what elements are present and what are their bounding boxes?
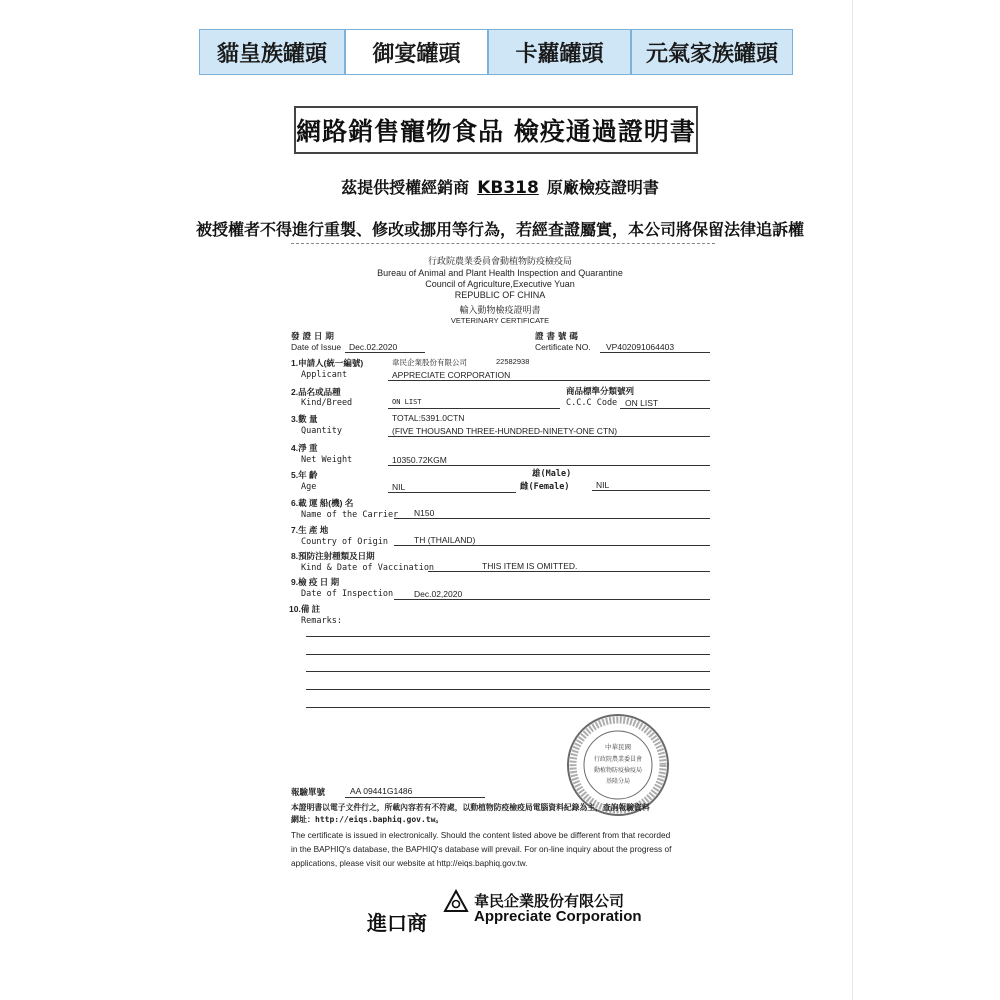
vacc-label-cn: 8.預防注射種類及日期 — [291, 551, 375, 561]
agency-en: Bureau of Animal and Plant Health Inspection and Quarantine — [377, 268, 623, 278]
applicant-line — [388, 380, 710, 381]
council: Council of Agriculture,Executive Yuan — [425, 279, 575, 289]
applicant-tax-id: 22582938 — [496, 357, 530, 366]
carrier-value: N150 — [414, 508, 435, 518]
female-line — [592, 490, 710, 491]
remarks-line-1 — [306, 636, 710, 637]
qty-label-cn: 3.數 量 — [291, 414, 318, 424]
origin-value: TH (THAILAND) — [414, 535, 476, 545]
age-line — [388, 492, 516, 493]
page-title: 網路銷售寵物食品 檢疫通過證明書 — [294, 106, 698, 154]
issue-date-line — [345, 352, 425, 353]
certno-line — [600, 352, 710, 353]
subtitle-suffix: 原廠檢疫證明書 — [546, 178, 659, 197]
applicant-label-en: Applicant — [301, 370, 348, 380]
applicant-en: APPRECIATE CORPORATION — [392, 370, 511, 380]
company-logo-icon — [443, 889, 469, 913]
female-value: NIL — [596, 480, 610, 490]
seal-line-4: 基隆分局 — [605, 778, 631, 785]
seal-line-1: 中華民國 — [605, 743, 631, 751]
vacc-line — [428, 571, 710, 572]
header-divider — [291, 243, 715, 244]
ref-line — [345, 797, 485, 798]
ccc-label-cn: 商品標準分類號列 — [566, 386, 635, 396]
remarks-label-cn: 10.備 註 — [289, 604, 321, 614]
issue-label-cn: 發 證 日 期 — [291, 332, 334, 342]
note-cn-1: 本證明書以電子文件行之，所載內容若有不符處，以動植物防疫檢疫局電腦資料紀錄為主，查詢報驗資料 — [291, 803, 650, 812]
company-name-cn: 韋民企業股份有限公司 — [474, 892, 625, 910]
tab-yuyan-cans[interactable]: 御宴罐頭 — [345, 29, 488, 75]
kind-line — [388, 408, 560, 409]
remarks-line-5 — [306, 707, 710, 708]
note-cn-2: 網址：http://eiqs.baphiq.gov.tw。 — [291, 815, 444, 824]
applicant-cn: 韋民企業股份有限公司 — [392, 358, 467, 367]
qty-words: (FIVE THOUSAND THREE-HUNDRED-NINETY-ONE CTN) — [392, 426, 618, 436]
insp-label-cn: 9.檢 疫 日 期 — [291, 577, 340, 587]
seal-line-3: 動植物防疫檢疫局 — [593, 767, 643, 774]
net-weight: 10350.72KGM — [392, 455, 447, 465]
ccc-label-en: C.C.C Code — [566, 398, 618, 408]
insp-label-en: Date of Inspection — [301, 589, 394, 599]
carrier-label-en: Name of the Carrier — [301, 510, 399, 520]
remarks-line-3 — [306, 671, 710, 672]
weight-label-en: Net Weight — [301, 455, 353, 465]
note-en-3: applications, please visit our website at http://eiqs.baphiq.gov.tw. — [291, 858, 528, 868]
weight-label-cn: 4.淨 重 — [291, 443, 318, 453]
copyright-warning: 被授權者不得進行重製、修改或挪用等行為，若經查證屬實，本公司將保留法律追訴權 — [195, 220, 804, 239]
carrier-label-cn: 6.載 運 船(機) 名 — [291, 498, 354, 508]
kind-label-en: Kind/Breed — [301, 398, 353, 408]
kind-label-cn: 2.品名或品種 — [291, 387, 341, 397]
certno-label-en: Certificate NO. — [535, 342, 591, 352]
qty-total: TOTAL:5391.0CTN — [392, 413, 465, 423]
age-label-en: Age — [301, 482, 317, 492]
female-label: 雌(Female) — [520, 482, 570, 492]
age-value: NIL — [392, 482, 406, 492]
issue-date: Dec.02.2020 — [349, 342, 398, 352]
certificate-number: VP402091064403 — [606, 342, 675, 352]
carrier-line — [394, 518, 710, 519]
weight-line — [388, 465, 710, 466]
note-en-2: in the BAPHIQ's database, the BAPHIQ's database will prevail. For on-line inquiry about the progress of — [291, 844, 672, 854]
qty-label-en: Quantity — [301, 426, 342, 436]
subtitle-prefix: 茲提供授權經銷商 — [341, 178, 470, 197]
issue-label-en: Date of Issue — [291, 342, 342, 352]
origin-label-en: Country of Origin — [301, 537, 388, 547]
country: REPUBLIC OF CHINA — [454, 290, 546, 300]
remarks-line-2 — [306, 654, 710, 655]
vacc-value: THIS ITEM IS OMITTED. — [482, 561, 578, 571]
qty-line — [388, 436, 710, 437]
remarks-label-en: Remarks: — [301, 616, 342, 626]
insp-value: Dec.02,2020 — [414, 589, 463, 599]
tab-vitality-family-cans[interactable]: 元氣家族罐頭 — [631, 29, 793, 75]
vacc-label-en: Kind & Date of Vaccination — [301, 563, 435, 573]
certno-label-cn: 證 書 號 碼 — [535, 332, 578, 342]
applicant-label-cn: 1.申請人(統一編號) — [291, 358, 364, 368]
importer-label: 進口商 — [367, 911, 427, 935]
ccc-value: ON LIST — [625, 398, 659, 408]
doc-title-cn: 輸入動物檢疫證明書 — [459, 306, 541, 316]
kind-value: ON LIST — [392, 398, 422, 406]
subtitle — [0, 175, 1000, 198]
insp-line — [394, 599, 710, 600]
ref-label: 報驗單號 — [291, 787, 326, 797]
ccc-line — [620, 408, 710, 409]
male-label: 雄(Male) — [532, 469, 572, 479]
origin-label-cn: 7.生 產 地 — [291, 525, 329, 535]
remarks-line-4 — [306, 689, 710, 690]
ref-number: AA 09441G1486 — [350, 786, 413, 796]
tab-karol-cans[interactable]: 卡蘿罐頭 — [488, 29, 631, 75]
agency-cn: 行政院農業委員會動植物防疫檢疫局 — [427, 257, 572, 267]
scan-edge — [852, 0, 853, 1000]
company-name-en: Appreciate Corporation — [474, 908, 642, 925]
tab-cat-royal-cans[interactable]: 貓皇族罐頭 — [199, 29, 345, 75]
age-label-cn: 5.年 齡 — [291, 470, 318, 480]
origin-line — [394, 545, 710, 546]
seal-line-2: 行政院農業委員會 — [593, 756, 643, 763]
note-en-1: The certificate is issued in electronically. Should the content listed above be different from that recorded — [291, 830, 671, 840]
dealer-code: KB318 — [477, 178, 539, 198]
doc-title-en: VETERINARY CERTIFICATE — [450, 316, 550, 325]
